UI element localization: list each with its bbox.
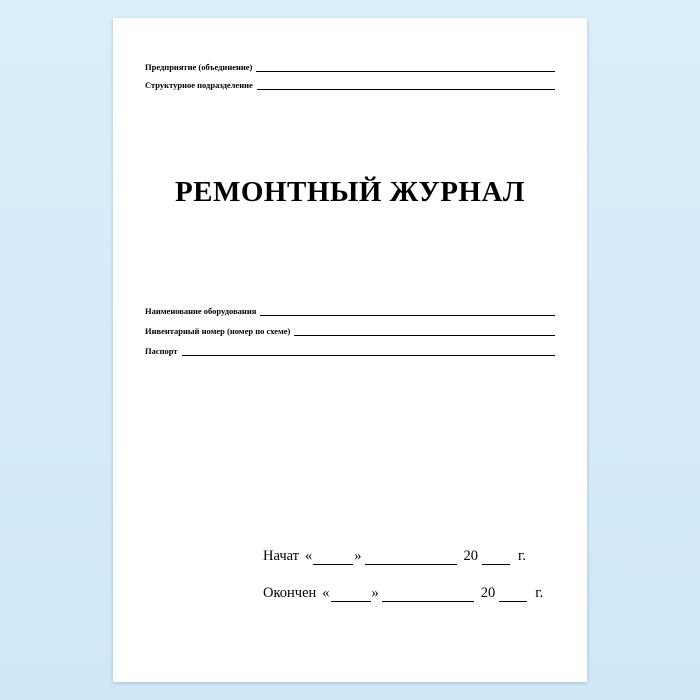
started-year-prefix: 20: [463, 548, 479, 564]
division-label: Структурное подразделение: [145, 80, 253, 90]
finished-year-input-line[interactable]: [499, 589, 527, 602]
started-label: Начат: [263, 548, 300, 564]
finished-year-prefix: 20: [480, 585, 496, 601]
equipment-name-label: Наименование оборудования: [145, 306, 257, 316]
middle-fields-group: [145, 306, 555, 366]
field-row-inventory-number: [145, 326, 555, 336]
field-row-enterprise: [145, 62, 555, 72]
field-row-equipment-name: [145, 306, 555, 316]
inventory-number-input-line[interactable]: [294, 326, 555, 336]
enterprise-label: Предприятие (объединение): [145, 62, 253, 72]
passport-label: Паспорт: [145, 346, 178, 356]
finished-month-input-line[interactable]: [382, 589, 474, 602]
started-quote-close: »: [354, 548, 362, 564]
started-quote-open: «: [305, 548, 313, 564]
field-row-passport: [145, 346, 555, 356]
started-year-input-line[interactable]: [482, 552, 510, 565]
started-year-suffix: г.: [518, 548, 526, 564]
page-title: РЕМОНТНЫЙ ЖУРНАЛ: [174, 176, 526, 208]
finished-year-suffix: г.: [535, 585, 544, 601]
finished-quote-open: «: [322, 585, 330, 601]
date-block: [263, 548, 563, 622]
started-day-input-line[interactable]: [313, 552, 353, 565]
top-fields-group: [145, 62, 555, 98]
equipment-name-input-line[interactable]: [260, 306, 555, 316]
started-row: [263, 548, 563, 565]
finished-row: [263, 585, 563, 602]
finished-label: Окончен: [263, 585, 317, 601]
enterprise-input-line[interactable]: [256, 62, 555, 72]
finished-quote-close: »: [371, 585, 379, 601]
field-row-division: [145, 80, 555, 90]
division-input-line[interactable]: [257, 80, 555, 90]
passport-input-line[interactable]: [182, 346, 555, 356]
finished-day-input-line[interactable]: [331, 589, 371, 602]
inventory-number-label: Инвентарный номер (номер по схеме): [145, 326, 291, 336]
started-month-input-line[interactable]: [365, 552, 457, 565]
document-page: [113, 18, 587, 682]
